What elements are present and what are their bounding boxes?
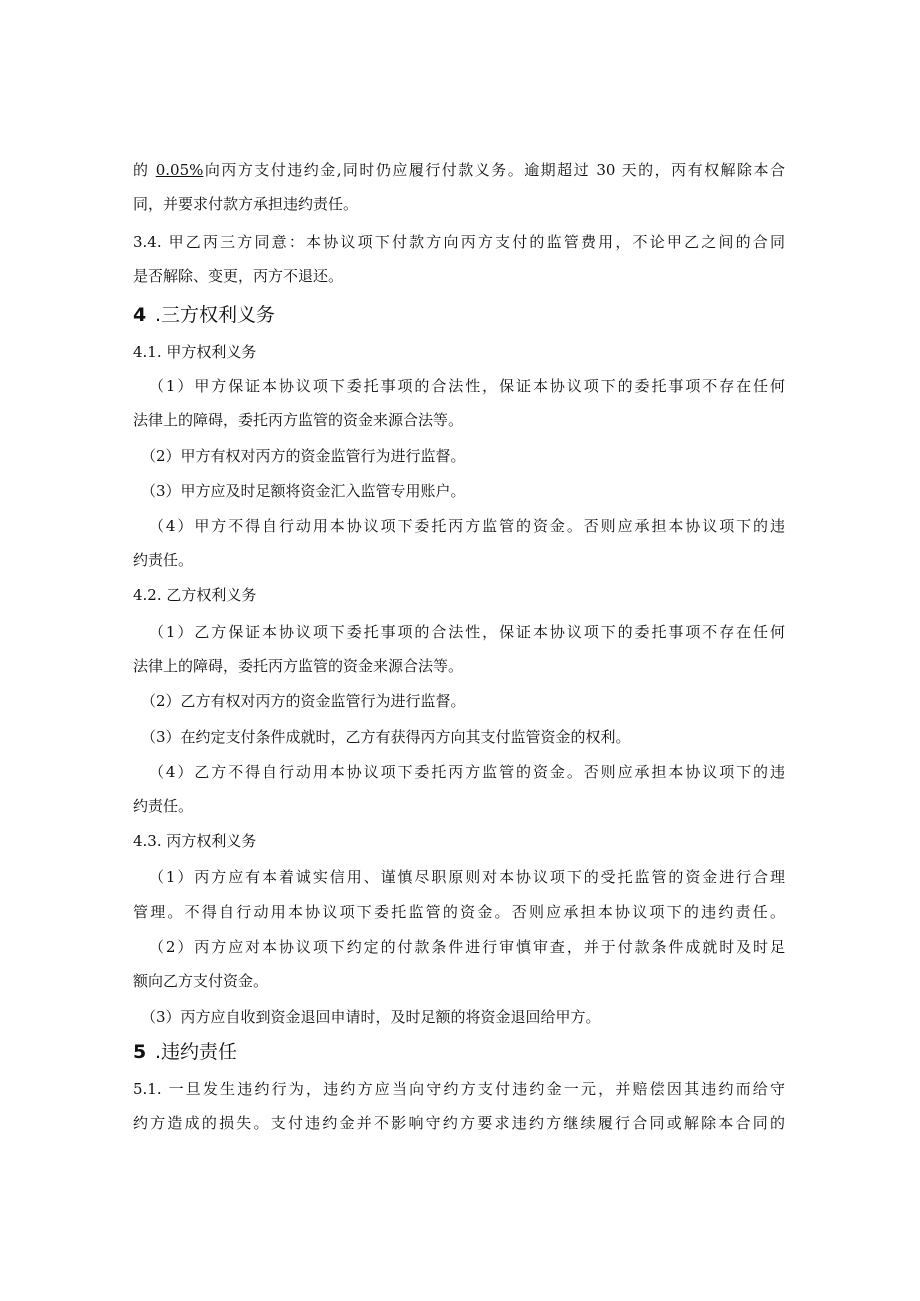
section-5-number: 5	[133, 1041, 147, 1063]
clause-3-4-line-2: 是否解除、变更，丙方不退还。	[133, 267, 344, 285]
clause-3-3-prefix: 的	[133, 161, 156, 179]
clause-5-1-line-2: 约方造成的损失。支付违约金并不影响守约方要求违约方继续履行合同或解除本合同的	[133, 1114, 785, 1132]
clause-3-3-line-1	[133, 159, 785, 181]
penalty-rate: 0.05%	[155, 161, 204, 179]
clause-4-2-item-2: （2）乙方有权对丙方的资金监管行为进行监督。	[141, 692, 466, 710]
clause-3-3-line-2: 同，并要求付款方承担违约责任。	[133, 195, 359, 213]
clause-4-1-title: 4.1. 甲方权利义务	[133, 343, 257, 361]
clause-4-1-item-1-line-2: 法律上的障碍，委托丙方监管的资金来源合法等。	[133, 411, 464, 429]
clause-4-1-item-1-line-1: （1）甲方保证本协议项下委托事项的合法性，保证本协议项下的委托事项不存在任何	[149, 377, 785, 395]
clause-4-3-item-2-line-1: （2）丙方应对本协议项下约定的付款条件进行审慎审查，并于付款条件成就时及时足	[149, 938, 785, 956]
clause-4-2-item-4-line-2: 约责任。	[133, 797, 194, 815]
clause-4-3-item-1-line-1: （1）丙方应有本着诚实信用、谨慎尽职原则对本协议项下的受托监管的资金进行合理	[149, 868, 785, 886]
clause-4-2-title: 4.2. 乙方权利义务	[133, 586, 257, 604]
clause-4-1-item-3: （3）甲方应及时足额将资金汇入监管专用账户。	[141, 482, 466, 500]
section-4-number: 4	[133, 304, 147, 326]
clause-4-2-item-3: （3）在约定支付条件成就时，乙方有获得丙方向其支付监管资金的权利。	[141, 728, 631, 746]
clause-3-4-line-1: 3.4. 甲乙丙三方同意：本协议项下付款方向丙方支付的监管费用，不论甲乙之间的合同	[133, 233, 785, 251]
clause-4-3-title: 4.3. 丙方权利义务	[133, 832, 257, 850]
clause-4-2-item-1-line-1: （1）乙方保证本协议项下委托事项的合法性，保证本协议项下的委托事项不存在任何	[149, 623, 785, 641]
clause-4-3-item-1-line-2: 管理。不得自行动用本协议项下委托监管的资金。否则应承担本协议项下的违约责任。	[133, 903, 785, 921]
clause-4-1-item-4-line-1: （4）甲方不得自行动用本协议项下委托丙方监管的资金。否则应承担本协议项下的违	[149, 517, 785, 535]
section-5-heading	[133, 1039, 237, 1065]
section-5-title: .违约责任	[155, 1041, 238, 1063]
clause-4-3-item-2-line-2: 额向乙方支付资金。	[133, 972, 269, 990]
section-4-heading	[133, 302, 275, 328]
section-4-title: .三方权利义务	[155, 304, 276, 326]
clause-4-2-item-4-line-1: （4）乙方不得自行动用本协议项下委托丙方监管的资金。否则应承担本协议项下的违	[149, 763, 785, 781]
clause-3-3-rest: 向丙方支付违约金,同时仍应履行付款义务。逾期超过 30 天的，丙有权解除本合	[203, 161, 785, 179]
clause-5-1-line-1: 5.1. 一旦发生违约行为，违约方应当向守约方支付违约金一元，并赔偿因其违约而给守	[133, 1080, 785, 1098]
clause-4-2-item-1-line-2: 法律上的障碍，委托丙方监管的资金来源合法等。	[133, 657, 464, 675]
clause-4-1-item-4-line-2: 约责任。	[133, 551, 194, 569]
clause-4-3-item-3: （3）丙方应自收到资金退回申请时，及时足额的将资金退回给甲方。	[141, 1008, 601, 1026]
clause-4-1-item-2: （2）甲方有权对丙方的资金监管行为进行监督。	[141, 447, 466, 465]
